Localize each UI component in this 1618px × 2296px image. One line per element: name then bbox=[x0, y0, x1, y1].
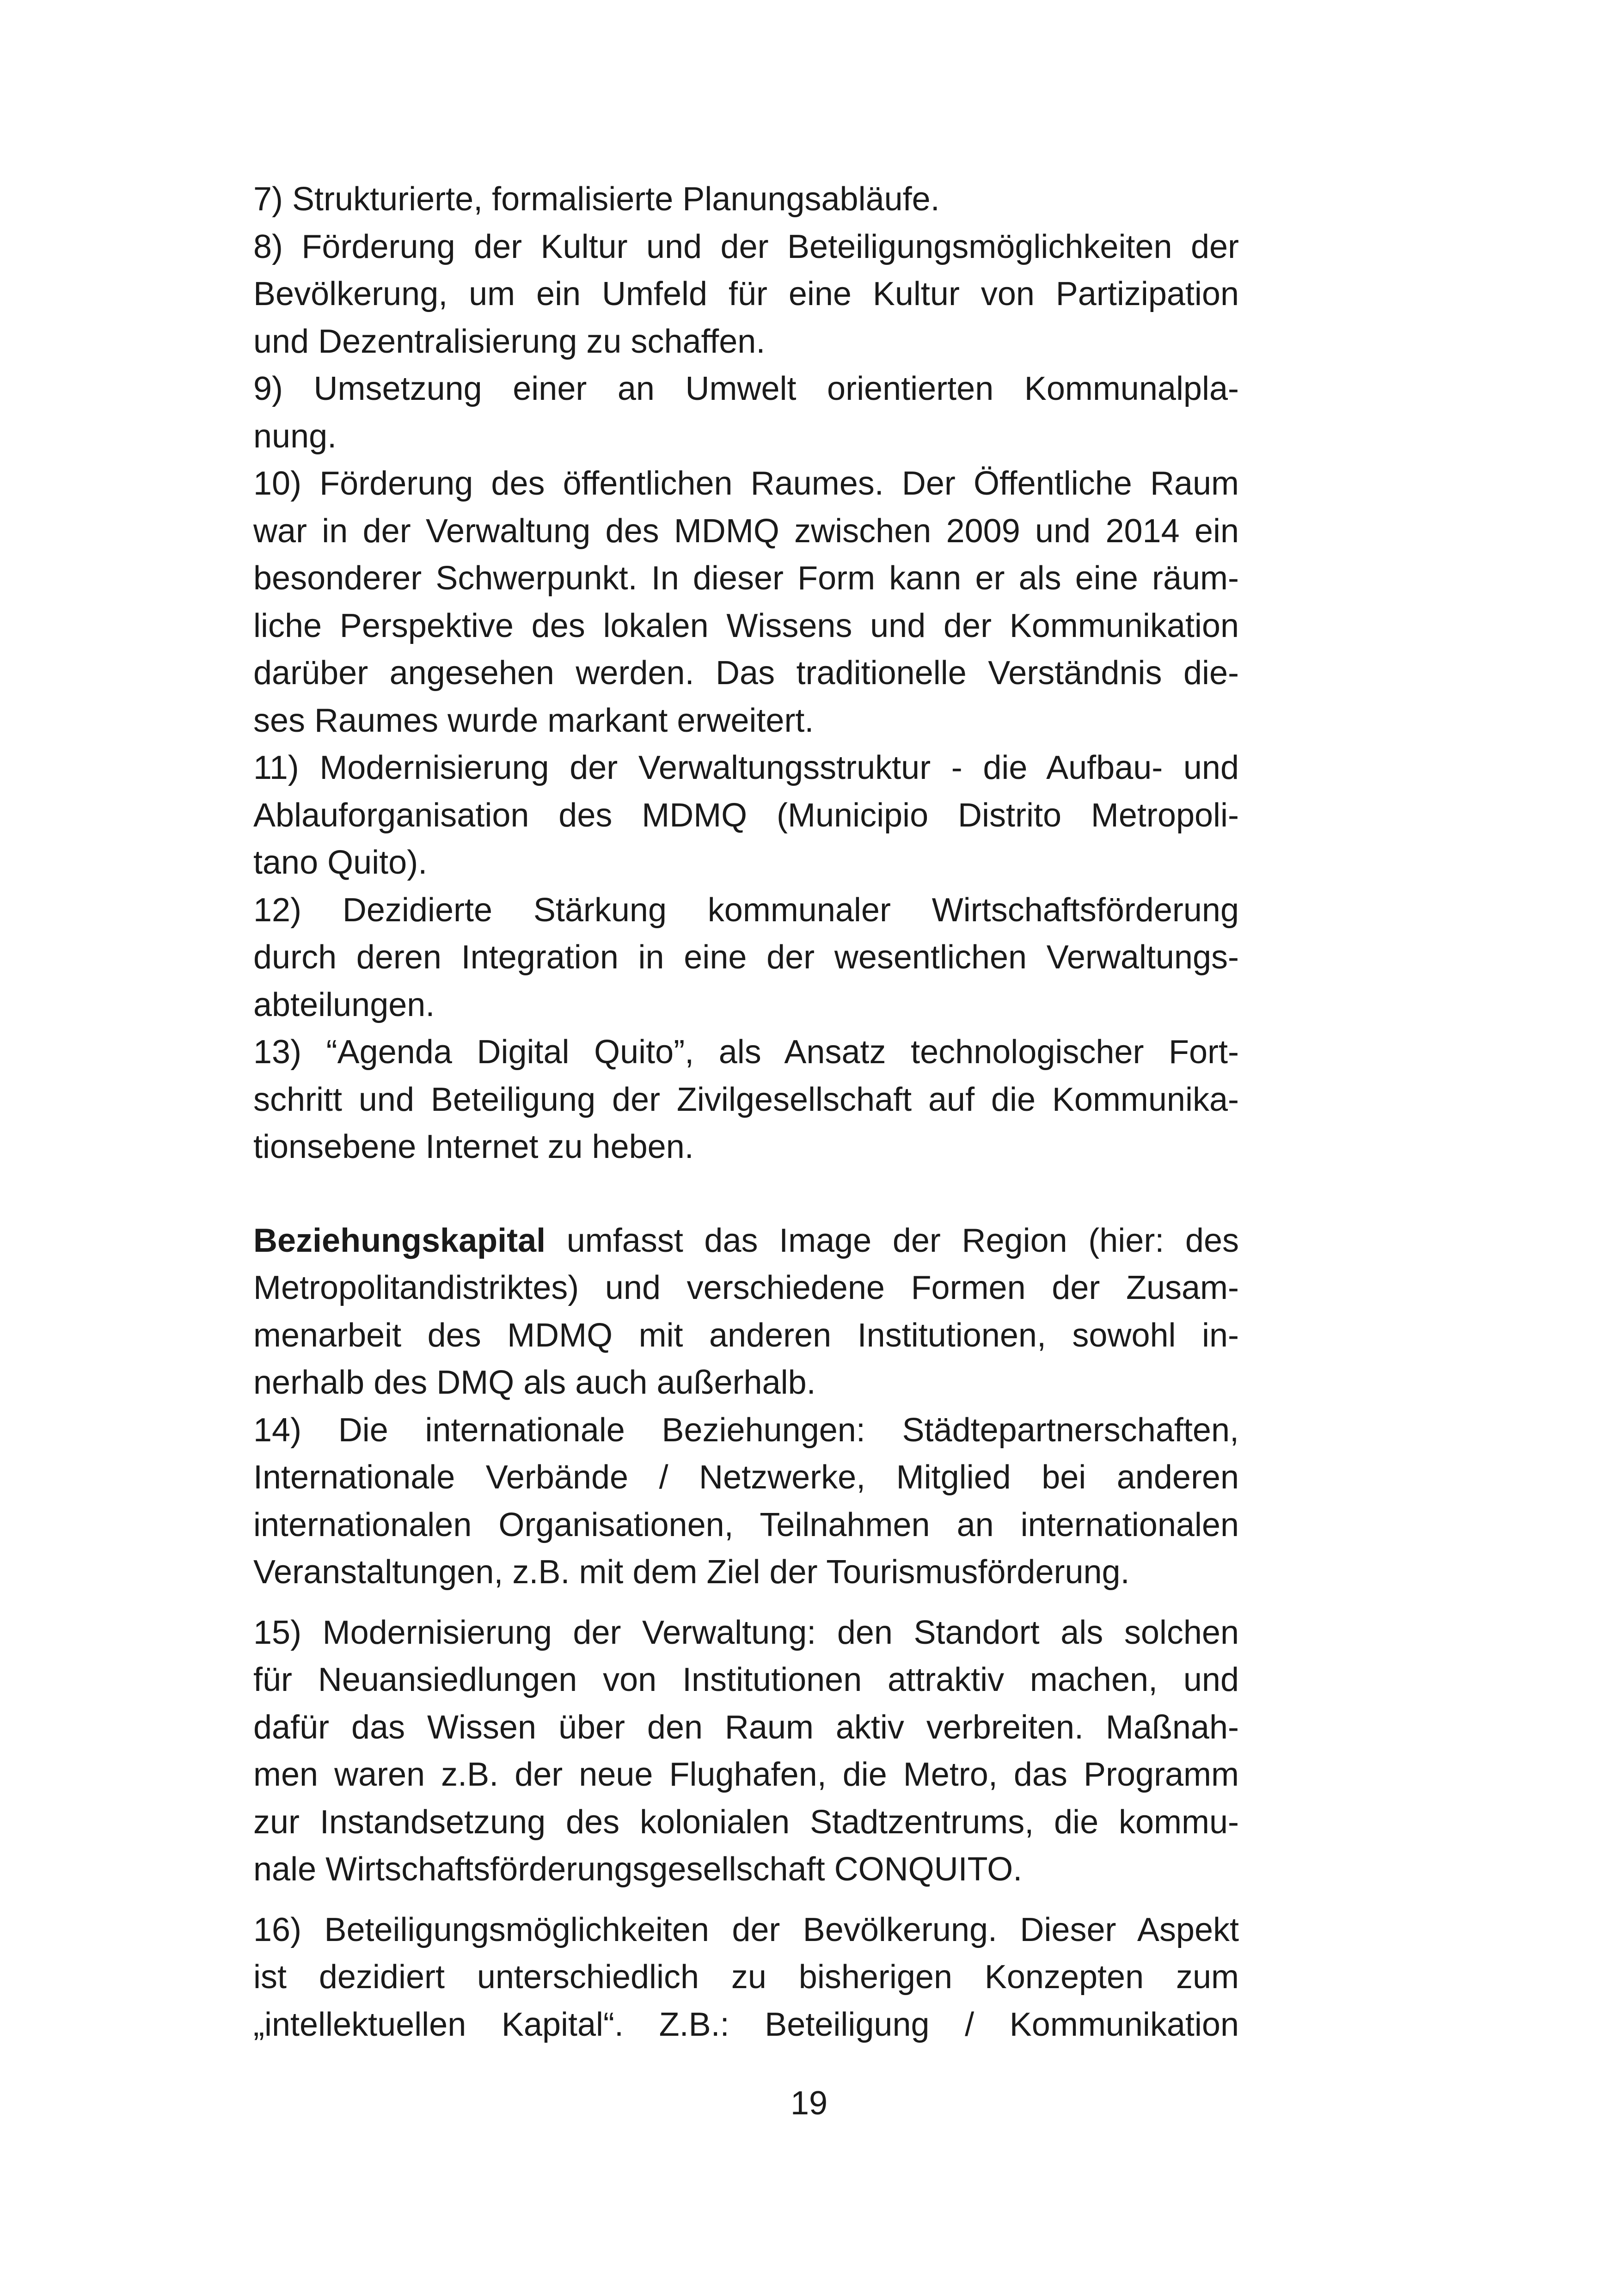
page-number: 19 bbox=[790, 2085, 828, 2122]
relation-line: internationalen Organisationen, Teilnahmen an internationalen bbox=[253, 1506, 1239, 1543]
list-a-line: 12) Dezidierte Stärkung kommunaler Wirtschaftsförderung bbox=[253, 891, 1239, 929]
para-15-line: dafür das Wissen über den Raum aktiv verbreiten. Maßnah- bbox=[253, 1708, 1239, 1746]
relation-line: Veranstaltungen, z.B. mit dem Ziel der Tourismusförderung. bbox=[253, 1554, 1130, 1591]
para-15-line: 15) Modernisierung der Verwaltung: den Standort als solchen bbox=[253, 1614, 1239, 1651]
relation-line: Internationale Verbände / Netzwerke, Mitglied bei anderen bbox=[253, 1459, 1239, 1496]
document-body bbox=[253, 176, 1239, 2048]
list-section-a bbox=[253, 176, 1239, 1171]
term-beziehungskapital: Beziehungskapital bbox=[253, 1222, 546, 1259]
para-15-line: für Neuansiedlungen von Institutionen attraktiv machen, und bbox=[253, 1661, 1239, 1698]
relation-line: menarbeit des MDMQ mit anderen Institutionen, sowohl in- bbox=[253, 1316, 1239, 1354]
para-15-line: nale Wirtschaftsförderungsgesellschaft CONQUITO. bbox=[253, 1851, 1023, 1888]
para-16-line: „intellektuellen Kapital“. Z.B.: Beteiligung / Kommunikation bbox=[253, 2006, 1239, 2043]
list-a-line: tionsebene Internet zu heben. bbox=[253, 1128, 694, 1165]
list-a-line: Bevölkerung, um ein Umfeld für eine Kultur von Partizipation bbox=[253, 276, 1239, 312]
para-16-line: ist dezidiert unterschiedlich zu bisherigen Konzepten zum bbox=[253, 1959, 1239, 1996]
para-15-line: men waren z.B. der neue Flughafen, die Metro, das Programm bbox=[253, 1756, 1239, 1793]
relation-first-rest: umfasst das Image der Region (hier: des bbox=[545, 1222, 1239, 1259]
list-a-line: tano Quito). bbox=[253, 844, 428, 881]
relation-line: 14) Die internationale Beziehungen: Städtepartnerschaften, bbox=[253, 1411, 1239, 1449]
list-a-line: und Dezentralisierung zu schaffen. bbox=[253, 323, 766, 360]
list-a-line: darüber angesehen werden. Das traditionelle Verständnis die- bbox=[253, 655, 1239, 692]
relation-line: nerhalb des DMQ als auch außerhalb. bbox=[253, 1364, 816, 1401]
list-a-line: 9) Umsetzung einer an Umwelt orientierten Kommunalpla- bbox=[253, 370, 1239, 407]
paragraph-16 bbox=[253, 1906, 1239, 2049]
list-a-line: durch deren Integration in eine der wesentlichen Verwaltungs- bbox=[253, 939, 1239, 976]
list-a-line: nung. bbox=[253, 417, 337, 455]
list-a-line: schritt und Beteiligung der Zivilgesellschaft auf die Kommunika- bbox=[253, 1081, 1239, 1118]
para-16-line: 16) Beteiligungsmöglichkeiten der Bevölkerung. Dieser Aspekt bbox=[253, 1911, 1239, 1948]
para-15-line: zur Instandsetzung des kolonialen Stadtzentrums, die kommu- bbox=[253, 1803, 1239, 1841]
list-a-line: 13) “Agenda Digital Quito”, als Ansatz technologischer Fort- bbox=[253, 1034, 1239, 1071]
list-a-line: 8) Förderung der Kultur und der Beteiligungsmöglichkeiten der bbox=[253, 228, 1239, 265]
list-a-line: besonderer Schwerpunkt. In dieser Form kann er als eine räum- bbox=[253, 560, 1239, 597]
relation-first-line bbox=[253, 1217, 1239, 1265]
list-a-line: 11) Modernisierung der Verwaltungsstruktur - die Aufbau- und bbox=[253, 749, 1239, 786]
list-a-line: ses Raumes wurde markant erweitert. bbox=[253, 702, 814, 739]
list-a-line: 7) Strukturierte, formalisierte Planungsabläufe. bbox=[253, 181, 940, 218]
paragraph-15 bbox=[253, 1609, 1239, 1893]
list-a-line: 10) Förderung des öffentlichen Raumes. Der Öffentliche Raum bbox=[253, 465, 1239, 502]
list-a-line: war in der Verwaltung des MDMQ zwischen 2009 und 2014 ein bbox=[253, 512, 1239, 550]
list-a-line: liche Perspektive des lokalen Wissens und der Kommunikation bbox=[253, 607, 1239, 644]
relation-line: Metropolitandistriktes) und verschiedene Formen der Zusam- bbox=[253, 1269, 1239, 1306]
relation-capital-section bbox=[253, 1217, 1239, 1596]
list-a-line: abteilungen. bbox=[253, 986, 435, 1023]
list-a-line: Ablauforganisation des MDMQ (Municipio Distrito Metropoli- bbox=[253, 796, 1239, 834]
